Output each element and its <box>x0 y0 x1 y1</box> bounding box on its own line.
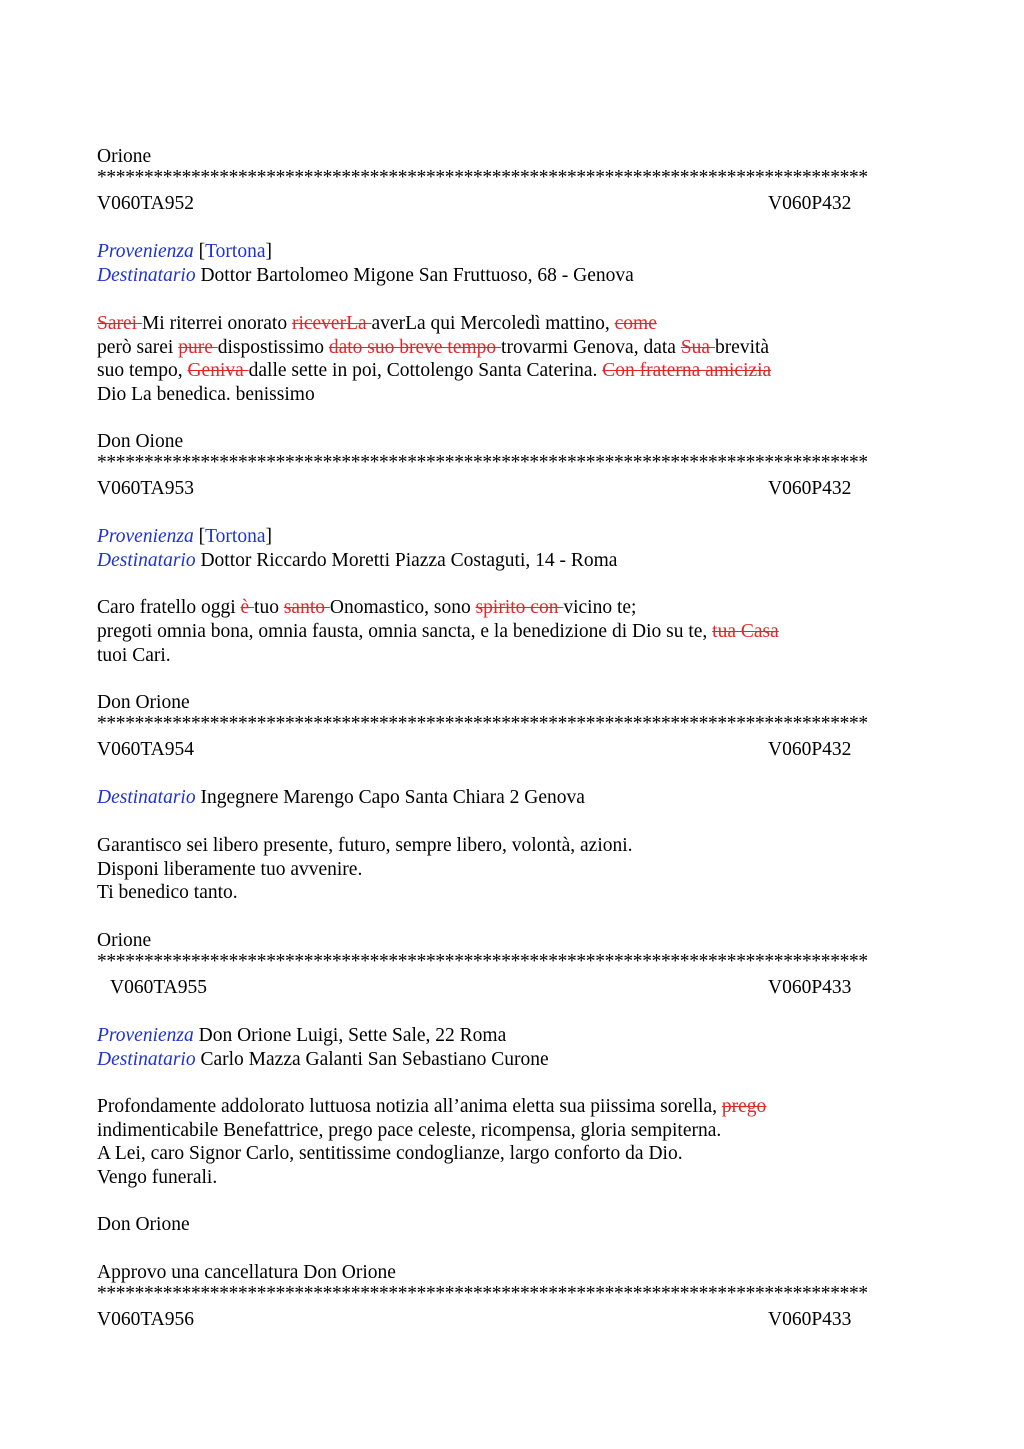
provenance-place: Tortona <box>205 526 266 547</box>
body-text: suo tempo, <box>97 360 188 381</box>
bracket: ] <box>265 526 272 547</box>
body-text: Caro fratello oggi <box>97 597 241 618</box>
signature: Don Orione <box>97 1214 190 1235</box>
recipient-label: Destinatario <box>97 265 196 286</box>
separator: ********************************************************************************** <box>97 167 868 188</box>
body-line <box>97 359 771 383</box>
body-text: dalle sette in poi, Cottolengo Santa Caterina. <box>248 360 603 381</box>
provenance-label: Provenienza <box>97 526 194 547</box>
body-line <box>97 336 769 360</box>
body-line <box>97 596 636 620</box>
provenance-label: Provenienza <box>97 1025 194 1046</box>
deleted-text: tua Casa <box>712 621 779 642</box>
entry-id: V060TA952 <box>97 193 195 214</box>
approval-note: Approvo una cancellatura Don Orione <box>97 1262 396 1283</box>
body-text: brevità <box>714 337 770 358</box>
recipient-line <box>97 786 585 810</box>
provenance-place: Tortona <box>205 241 266 262</box>
body-text: Onomastico, sono <box>329 597 476 618</box>
entry-id: V060TA954 <box>97 739 195 760</box>
deleted-text: Con fraterna amicizia <box>602 360 772 381</box>
recipient-line <box>97 549 617 573</box>
recipient: Ingegnere Marengo Capo Santa Chiara 2 Genova <box>200 787 585 808</box>
deleted-text: Sarei <box>97 313 142 334</box>
body-line <box>97 1119 721 1143</box>
entry-id: V060TA955 <box>110 977 208 998</box>
body-text: però sarei <box>97 337 179 358</box>
provenance-label: Provenienza <box>97 241 194 262</box>
bracket: ] <box>265 241 272 262</box>
body-line: Garantisco sei libero presente, futuro, sempre libero, volontà, azioni. <box>97 835 633 856</box>
recipient: Carlo Mazza Galanti San Sebastiano Curone <box>200 1049 549 1070</box>
body-text: trovarmi Genova, data <box>501 337 681 358</box>
body-text: averLa qui Mercoledì mattino, <box>371 313 615 334</box>
page-reference: V060P432 <box>768 193 852 214</box>
body-text: pregoti omnia bona, omnia fausta, omnia sancta, e la benedizione di Dio su te, <box>97 621 713 642</box>
separator: ********************************************************************************** <box>97 452 868 473</box>
provenance-line <box>97 525 272 549</box>
bracket: [ <box>198 526 206 547</box>
recipient: Dottor Bartolomeo Migone San Fruttuoso, 68 - Genova <box>200 265 634 286</box>
separator: ********************************************************************************** <box>97 713 868 734</box>
deleted-text: come <box>614 313 657 334</box>
separator: ********************************************************************************** <box>97 1283 868 1304</box>
body-text: indimenticabile Benefattrice, prego pace celeste, ricompensa, gloria sempiterna. <box>97 1120 722 1141</box>
deleted-text: prego <box>721 1096 767 1117</box>
body-line <box>97 383 315 407</box>
deleted-text: dato suo breve tempo <box>328 337 502 358</box>
body-line <box>97 312 657 336</box>
body-text: A Lei, caro Signor Carlo, sentitissime condoglianze, largo conforto da Dio. <box>97 1143 683 1164</box>
recipient-line <box>97 1048 549 1072</box>
provenance: Don Orione Luigi, Sette Sale, 22 Roma <box>198 1025 507 1046</box>
body-line: Ti benedico tanto. <box>97 882 238 903</box>
body-line: Disponi liberamente tuo avvenire. <box>97 859 363 880</box>
signature: Don Oione <box>97 431 184 452</box>
bracket: [ <box>198 241 206 262</box>
body-text: Dio La benedica. benissimo <box>97 384 315 405</box>
provenance-line <box>97 240 272 264</box>
body-text: tuo <box>254 597 284 618</box>
deleted-text: spirito con <box>475 597 564 618</box>
separator: ********************************************************************************** <box>97 951 868 972</box>
body-line <box>97 620 779 644</box>
recipient-label: Destinatario <box>97 1049 196 1070</box>
body-text: dispostissimo <box>217 337 329 358</box>
body-text: Profondamente addolorato luttuosa notizia all’anima eletta sua piissima sorella, <box>97 1096 722 1117</box>
body-line <box>97 644 171 668</box>
page-reference: V060P432 <box>768 478 852 499</box>
body-text: Mi riterrei onorato <box>141 313 292 334</box>
deleted-text: è <box>240 597 255 618</box>
recipient-label: Destinatario <box>97 550 196 571</box>
recipient-label: Destinatario <box>97 787 196 808</box>
recipient-line <box>97 264 634 288</box>
page-reference: V060P432 <box>768 739 852 760</box>
body-line <box>97 1166 217 1190</box>
body-line <box>97 1142 683 1166</box>
deleted-text: pure <box>178 337 218 358</box>
body-text: Vengo funerali. <box>97 1167 218 1188</box>
deleted-text: Sua <box>680 337 715 358</box>
deleted-text: santo <box>283 597 330 618</box>
recipient: Dottor Riccardo Moretti Piazza Costaguti, 14 - Roma <box>200 550 618 571</box>
deleted-text: riceverLa <box>291 313 372 334</box>
entry-id: V060TA953 <box>97 478 195 499</box>
body-line <box>97 1095 766 1119</box>
signature: Orione <box>97 930 152 951</box>
deleted-text: Geniva <box>187 360 249 381</box>
signature: Orione <box>97 146 152 167</box>
page-reference: V060P433 <box>768 977 852 998</box>
body-text: vicino te; <box>563 597 637 618</box>
page-reference: V060P433 <box>768 1309 852 1330</box>
body-text: tuoi Cari. <box>97 645 171 666</box>
signature: Don Orione <box>97 692 190 713</box>
entry-id: V060TA956 <box>97 1309 195 1330</box>
provenance-line <box>97 1024 506 1048</box>
